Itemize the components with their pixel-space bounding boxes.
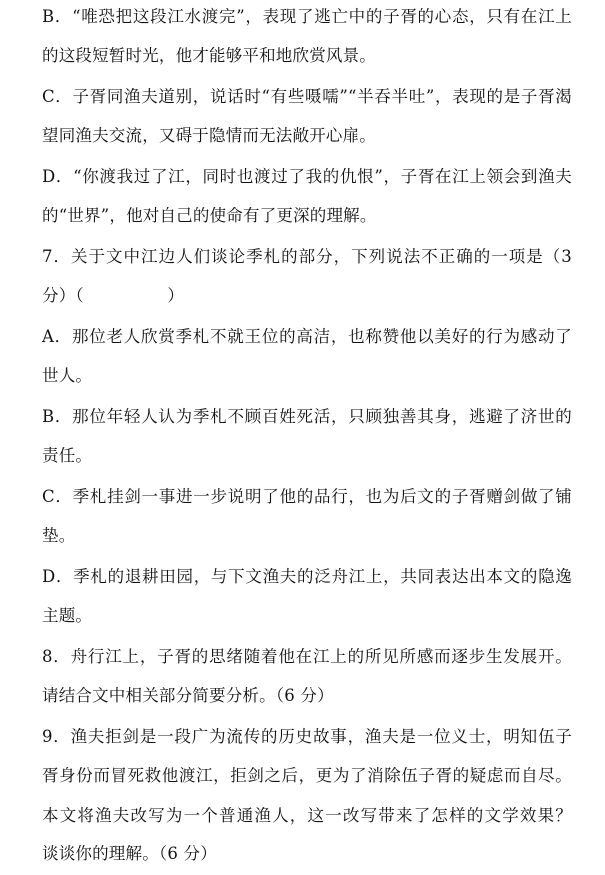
q7-option-a-line-2: 世人。	[42, 366, 93, 385]
q7-option-b-line-1: B．那位年轻人认为季札不顾百姓死活，只顾独善其身，逃避了济世的	[42, 407, 572, 426]
option-d-line-2: 的“世界”，他对自己的使命有了更深的理解。	[42, 206, 377, 225]
q7-option-c-line-1: C．季札挂剑一事进一步说明了他的品行，也为后文的子胥赠剑做了铺	[42, 487, 572, 506]
question-9-line-1: 9．渔夫拒剑是一段广为流传的历史故事，渔夫是一位义士，明知伍子	[42, 727, 572, 746]
question-7-line-1: 7．关于文中江边人们谈论季札的部分，下列说法不正确的一项是（3	[42, 247, 572, 266]
question-9-line-2: 胥身份而冒死救他渡江，拒剑之后，更为了消除伍子胥的疑虑而自尽。	[42, 766, 572, 785]
option-b-line-1: B．“唯恐把这段江水渡完”，表现了逃亡中的子胥的心态，只有在江上	[42, 7, 572, 26]
option-c-line-2: 望同渔夫交流，又碍于隐情而无法敞开心扉。	[42, 126, 376, 145]
q7-option-d-line-2: 主题。	[42, 606, 93, 625]
option-d-line-1: D．“你渡我过了江，同时也渡过了我的仇恨”，子胥在江上领会到渔夫	[42, 167, 572, 186]
q7-option-b-line-2: 责任。	[42, 446, 93, 465]
option-b-line-2: 的这段短暂时光，他才能够平和地欣赏风景。	[42, 46, 376, 65]
q7-option-a-line-1: A．那位老人欣赏季札不就王位的高洁，也称赞他以美好的行为感动了	[42, 327, 572, 346]
question-8-line-2: 请结合文中相关部分简要分析。（6 分）	[42, 686, 334, 705]
q7-option-c-line-2: 垫。	[42, 526, 76, 545]
q7-option-d-line-1: D．季札的退耕田园，与下文渔夫的泛舟江上，共同表达出本文的隐逸	[42, 567, 572, 586]
question-9-line-3: 本文将渔夫改写为一个普通渔人，这一改写带来了怎样的文学效果？	[42, 806, 572, 825]
option-c-line-1: C．子胥同渔夫道别，说话时“有些嗫嚅”“半吞半吐”，表现的是子胥渴	[42, 87, 572, 106]
question-9-line-4: 谈谈你的理解。（6 分）	[42, 844, 217, 863]
question-8-line-1: 8．舟行江上，子胥的思绪随着他在江上的所见所感而逐步生发展开。	[42, 647, 572, 666]
question-7-line-2: 分）（ ）	[42, 286, 185, 305]
